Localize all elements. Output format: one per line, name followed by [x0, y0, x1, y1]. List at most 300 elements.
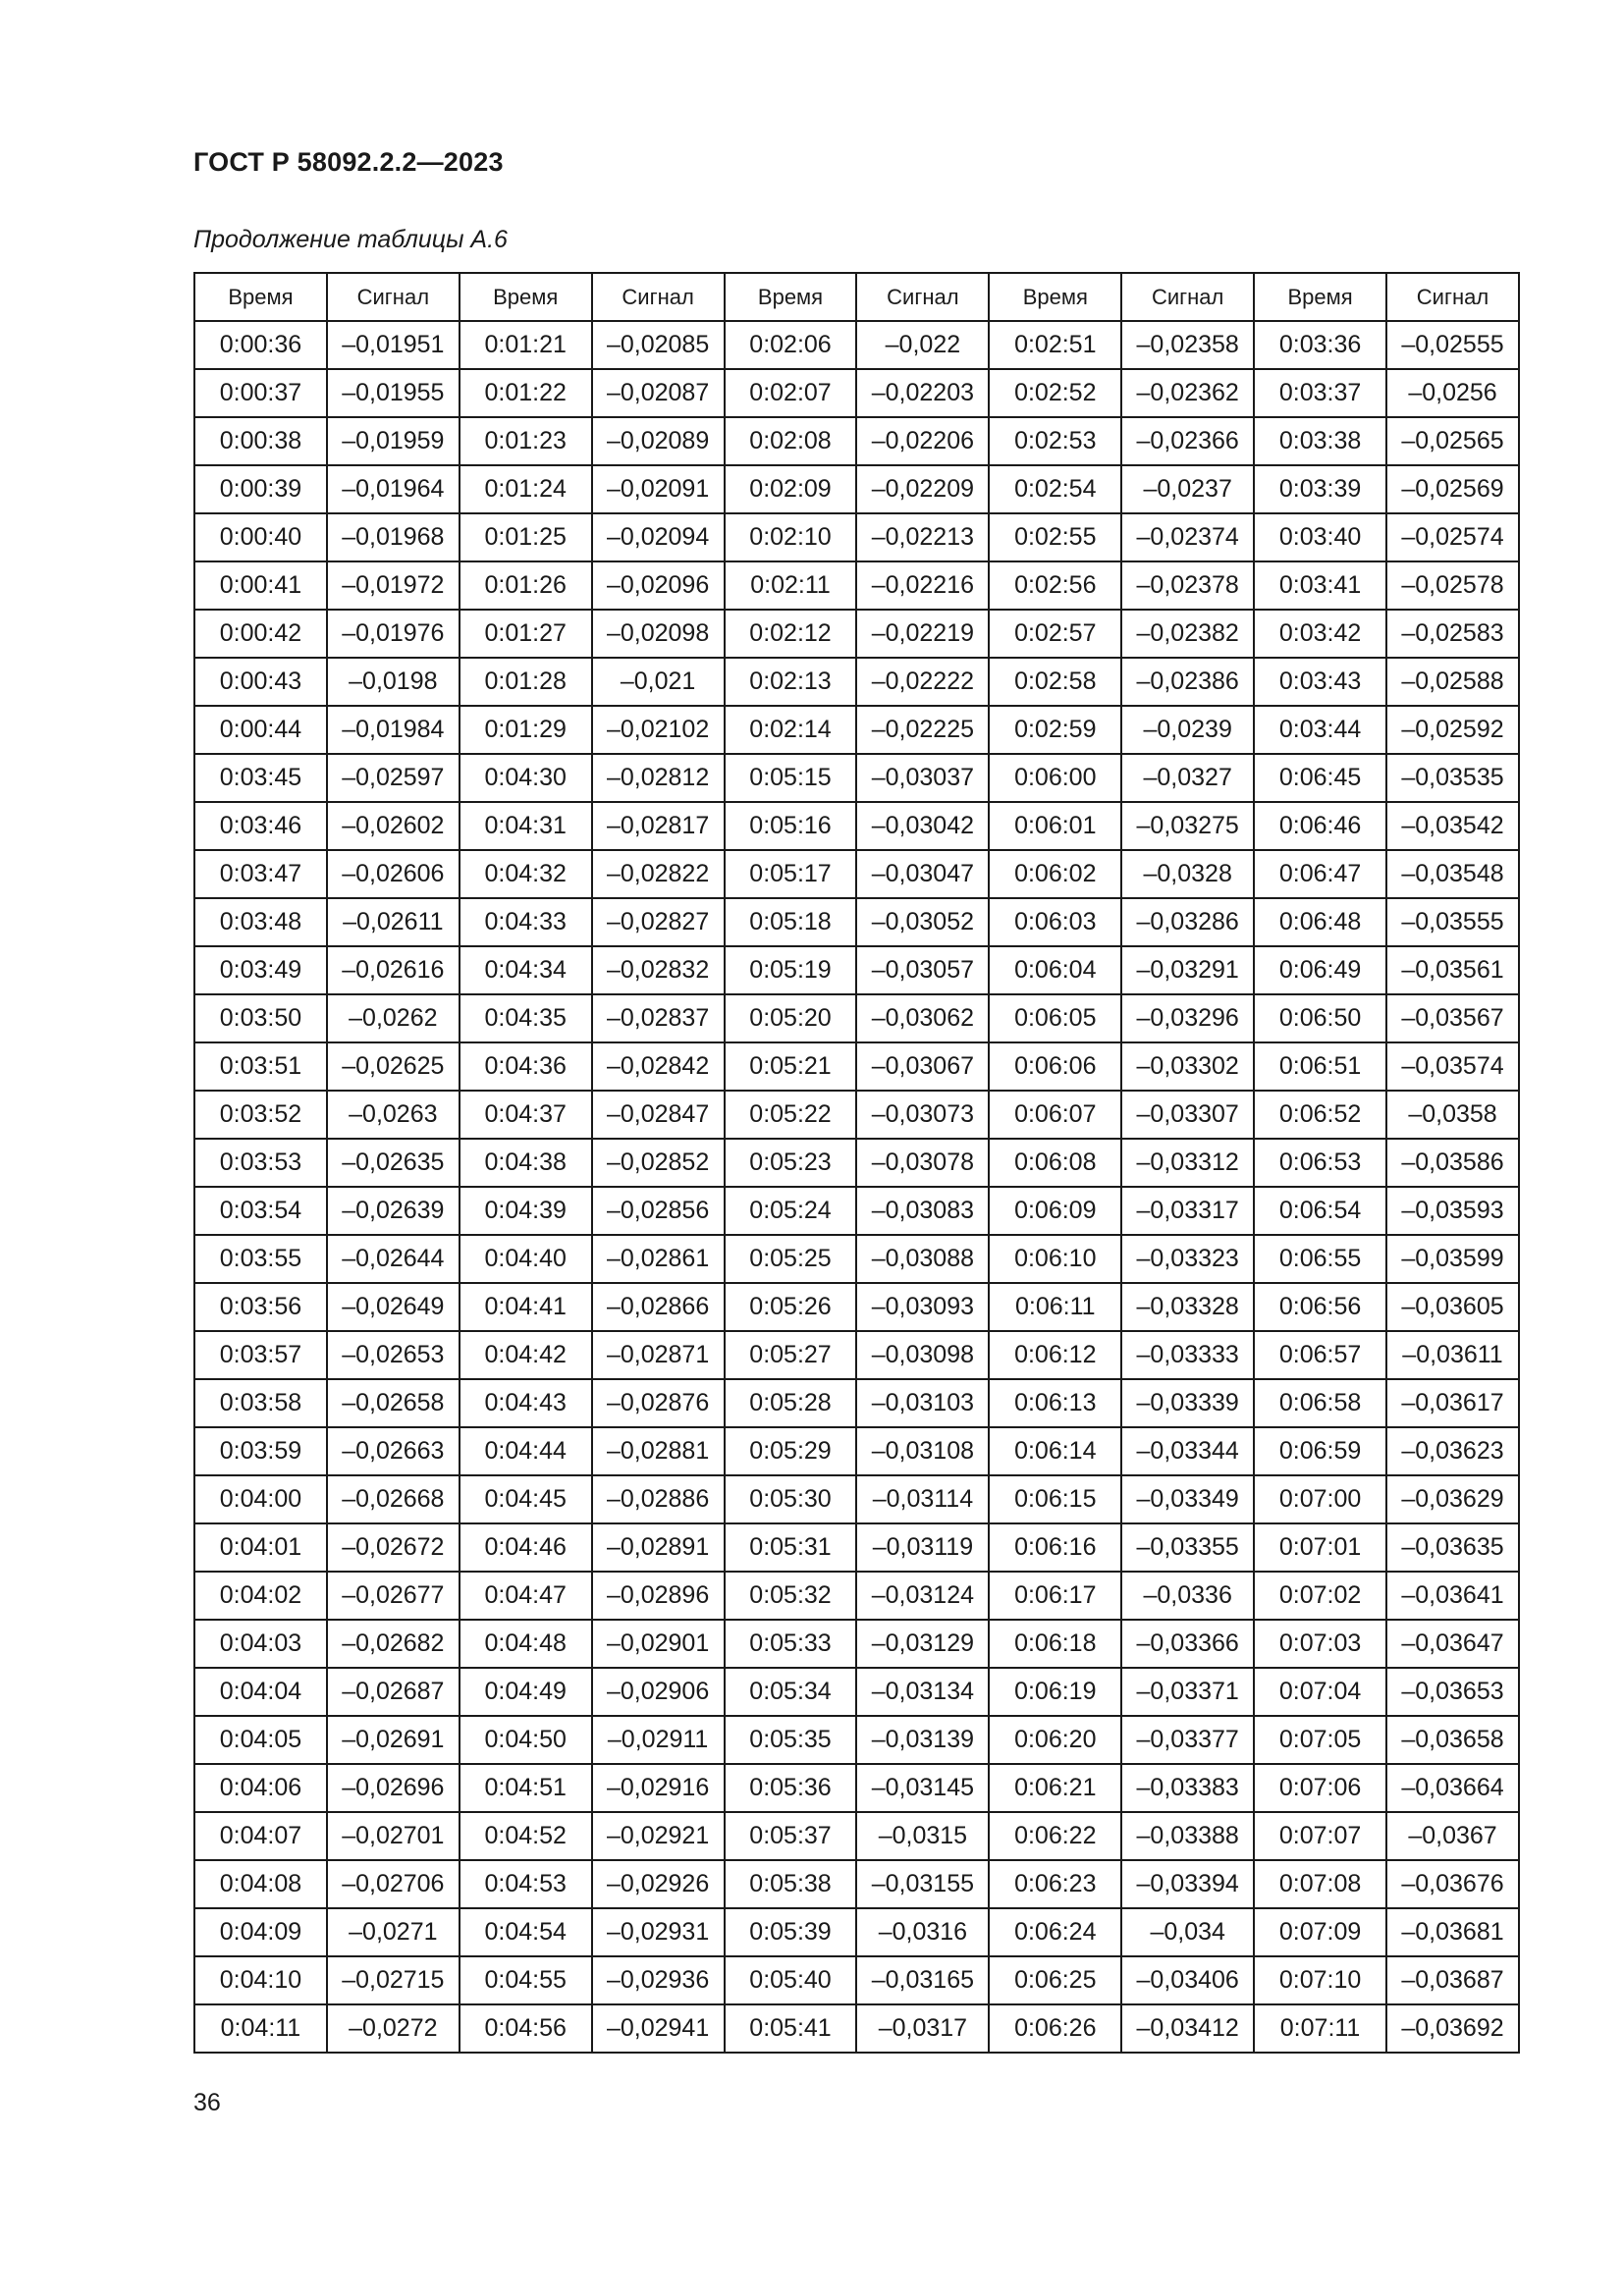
signal-cell: –0,021	[592, 658, 725, 706]
time-cell: 0:06:06	[989, 1042, 1121, 1091]
table-row	[194, 1812, 1519, 1860]
signal-cell: –0,03323	[1121, 1235, 1254, 1283]
signal-cell: –0,0328	[1121, 850, 1254, 898]
column-header: Время	[460, 273, 592, 321]
signal-cell: –0,03302	[1121, 1042, 1254, 1091]
signal-cell: –0,03114	[856, 1475, 989, 1523]
time-cell: 0:06:56	[1254, 1283, 1386, 1331]
signal-cell: –0,02866	[592, 1283, 725, 1331]
signal-cell: –0,0358	[1386, 1091, 1519, 1139]
table-row	[194, 706, 1519, 754]
time-cell: 0:05:23	[725, 1139, 857, 1187]
time-cell: 0:05:31	[725, 1523, 857, 1572]
signal-cell: –0,02649	[327, 1283, 460, 1331]
time-cell: 0:05:35	[725, 1716, 857, 1764]
time-cell: 0:05:26	[725, 1283, 857, 1331]
signal-cell: –0,02886	[592, 1475, 725, 1523]
data-table	[193, 272, 1520, 2054]
time-cell: 0:06:15	[989, 1475, 1121, 1523]
signal-cell: –0,03349	[1121, 1475, 1254, 1523]
time-cell: 0:03:56	[194, 1283, 327, 1331]
signal-cell: –0,02382	[1121, 610, 1254, 658]
time-cell: 0:05:41	[725, 2004, 857, 2053]
table-row	[194, 2004, 1519, 2053]
signal-cell: –0,03108	[856, 1427, 989, 1475]
time-cell: 0:04:32	[460, 850, 592, 898]
column-header: Время	[194, 273, 327, 321]
time-cell: 0:02:14	[725, 706, 857, 754]
time-cell: 0:02:57	[989, 610, 1121, 658]
column-header: Время	[725, 273, 857, 321]
signal-cell: –0,03561	[1386, 946, 1519, 994]
signal-cell: –0,0271	[327, 1908, 460, 1956]
signal-cell: –0,02891	[592, 1523, 725, 1572]
column-header: Сигнал	[856, 273, 989, 321]
time-cell: 0:01:22	[460, 369, 592, 417]
signal-cell: –0,0316	[856, 1908, 989, 1956]
time-cell: 0:06:17	[989, 1572, 1121, 1620]
signal-cell: –0,02209	[856, 465, 989, 513]
signal-cell: –0,01959	[327, 417, 460, 465]
table-row	[194, 1235, 1519, 1283]
signal-cell: –0,03394	[1121, 1860, 1254, 1908]
time-cell: 0:06:52	[1254, 1091, 1386, 1139]
signal-cell: –0,02213	[856, 513, 989, 561]
signal-cell: –0,02653	[327, 1331, 460, 1379]
time-cell: 0:02:12	[725, 610, 857, 658]
column-header: Сигнал	[327, 273, 460, 321]
signal-cell: –0,0336	[1121, 1572, 1254, 1620]
signal-cell: –0,01951	[327, 321, 460, 369]
time-cell: 0:01:27	[460, 610, 592, 658]
time-cell: 0:01:24	[460, 465, 592, 513]
signal-cell: –0,02677	[327, 1572, 460, 1620]
time-cell: 0:02:13	[725, 658, 857, 706]
signal-cell: –0,03139	[856, 1716, 989, 1764]
time-cell: 0:05:22	[725, 1091, 857, 1139]
time-cell: 0:06:23	[989, 1860, 1121, 1908]
signal-cell: –0,03291	[1121, 946, 1254, 994]
signal-cell: –0,02871	[592, 1331, 725, 1379]
signal-cell: –0,03653	[1386, 1668, 1519, 1716]
table-row	[194, 610, 1519, 658]
time-cell: 0:03:39	[1254, 465, 1386, 513]
time-cell: 0:01:23	[460, 417, 592, 465]
time-cell: 0:04:37	[460, 1091, 592, 1139]
time-cell: 0:07:03	[1254, 1620, 1386, 1668]
time-cell: 0:02:10	[725, 513, 857, 561]
time-cell: 0:06:05	[989, 994, 1121, 1042]
signal-cell: –0,02225	[856, 706, 989, 754]
table-row	[194, 369, 1519, 417]
time-cell: 0:07:08	[1254, 1860, 1386, 1908]
signal-cell: –0,02701	[327, 1812, 460, 1860]
signal-cell: –0,03275	[1121, 802, 1254, 850]
time-cell: 0:03:41	[1254, 561, 1386, 610]
time-cell: 0:06:16	[989, 1523, 1121, 1572]
signal-cell: –0,02206	[856, 417, 989, 465]
signal-cell: –0,03134	[856, 1668, 989, 1716]
time-cell: 0:02:54	[989, 465, 1121, 513]
time-cell: 0:06:54	[1254, 1187, 1386, 1235]
time-cell: 0:03:47	[194, 850, 327, 898]
table-row	[194, 994, 1519, 1042]
time-cell: 0:04:48	[460, 1620, 592, 1668]
time-cell: 0:03:45	[194, 754, 327, 802]
signal-cell: –0,03687	[1386, 1956, 1519, 2004]
signal-cell: –0,03623	[1386, 1427, 1519, 1475]
table-row	[194, 1908, 1519, 1956]
signal-cell: –0,03535	[1386, 754, 1519, 802]
signal-cell: –0,02089	[592, 417, 725, 465]
signal-cell: –0,02696	[327, 1764, 460, 1812]
time-cell: 0:04:49	[460, 1668, 592, 1716]
time-cell: 0:04:40	[460, 1235, 592, 1283]
time-cell: 0:04:53	[460, 1860, 592, 1908]
time-cell: 0:04:31	[460, 802, 592, 850]
time-cell: 0:05:33	[725, 1620, 857, 1668]
signal-cell: –0,02216	[856, 561, 989, 610]
time-cell: 0:06:10	[989, 1235, 1121, 1283]
time-cell: 0:03:37	[1254, 369, 1386, 417]
time-cell: 0:00:41	[194, 561, 327, 610]
time-cell: 0:02:06	[725, 321, 857, 369]
time-cell: 0:00:43	[194, 658, 327, 706]
time-cell: 0:05:28	[725, 1379, 857, 1427]
time-cell: 0:03:55	[194, 1235, 327, 1283]
signal-cell: –0,0239	[1121, 706, 1254, 754]
time-cell: 0:00:44	[194, 706, 327, 754]
table-row	[194, 465, 1519, 513]
signal-cell: –0,02386	[1121, 658, 1254, 706]
signal-cell: –0,03042	[856, 802, 989, 850]
time-cell: 0:04:04	[194, 1668, 327, 1716]
time-cell: 0:05:17	[725, 850, 857, 898]
time-cell: 0:05:15	[725, 754, 857, 802]
table-row	[194, 1139, 1519, 1187]
time-cell: 0:06:26	[989, 2004, 1121, 2053]
document-standard-title: ГОСТ Р 58092.2.2—2023	[193, 147, 504, 177]
time-cell: 0:06:45	[1254, 754, 1386, 802]
time-cell: 0:04:35	[460, 994, 592, 1042]
signal-cell: –0,03366	[1121, 1620, 1254, 1668]
signal-cell: –0,02611	[327, 898, 460, 946]
signal-cell: –0,02588	[1386, 658, 1519, 706]
signal-cell: –0,02094	[592, 513, 725, 561]
time-cell: 0:05:19	[725, 946, 857, 994]
signal-cell: –0,02358	[1121, 321, 1254, 369]
time-cell: 0:07:00	[1254, 1475, 1386, 1523]
table-row	[194, 417, 1519, 465]
time-cell: 0:03:54	[194, 1187, 327, 1235]
signal-cell: –0,03057	[856, 946, 989, 994]
time-cell: 0:04:41	[460, 1283, 592, 1331]
column-header: Время	[989, 273, 1121, 321]
signal-cell: –0,02861	[592, 1235, 725, 1283]
signal-cell: –0,02911	[592, 1716, 725, 1764]
signal-cell: –0,01976	[327, 610, 460, 658]
time-cell: 0:04:51	[460, 1764, 592, 1812]
signal-cell: –0,02687	[327, 1668, 460, 1716]
signal-cell: –0,02827	[592, 898, 725, 946]
time-cell: 0:04:46	[460, 1523, 592, 1572]
signal-cell: –0,02663	[327, 1427, 460, 1475]
time-cell: 0:02:59	[989, 706, 1121, 754]
signal-cell: –0,02639	[327, 1187, 460, 1235]
signal-cell: –0,02583	[1386, 610, 1519, 658]
time-cell: 0:07:06	[1254, 1764, 1386, 1812]
signal-cell: –0,02926	[592, 1860, 725, 1908]
signal-cell: –0,03611	[1386, 1331, 1519, 1379]
signal-cell: –0,02837	[592, 994, 725, 1042]
table-header-row	[194, 273, 1519, 321]
signal-cell: –0,0198	[327, 658, 460, 706]
signal-cell: –0,02578	[1386, 561, 1519, 610]
column-header: Сигнал	[1121, 273, 1254, 321]
signal-cell: –0,034	[1121, 1908, 1254, 1956]
time-cell: 0:00:37	[194, 369, 327, 417]
time-cell: 0:04:01	[194, 1523, 327, 1572]
signal-cell: –0,03286	[1121, 898, 1254, 946]
time-cell: 0:06:04	[989, 946, 1121, 994]
time-cell: 0:02:08	[725, 417, 857, 465]
time-cell: 0:00:36	[194, 321, 327, 369]
time-cell: 0:04:11	[194, 2004, 327, 2053]
signal-cell: –0,02625	[327, 1042, 460, 1091]
time-cell: 0:01:21	[460, 321, 592, 369]
signal-cell: –0,01972	[327, 561, 460, 610]
table-row	[194, 1475, 1519, 1523]
signal-cell: –0,02222	[856, 658, 989, 706]
time-cell: 0:04:02	[194, 1572, 327, 1620]
signal-cell: –0,03124	[856, 1572, 989, 1620]
signal-cell: –0,03692	[1386, 2004, 1519, 2053]
signal-cell: –0,02822	[592, 850, 725, 898]
signal-cell: –0,02096	[592, 561, 725, 610]
signal-cell: –0,03047	[856, 850, 989, 898]
table-row	[194, 1331, 1519, 1379]
time-cell: 0:06:49	[1254, 946, 1386, 994]
signal-cell: –0,03377	[1121, 1716, 1254, 1764]
signal-cell: –0,03567	[1386, 994, 1519, 1042]
time-cell: 0:07:07	[1254, 1812, 1386, 1860]
time-cell: 0:04:50	[460, 1716, 592, 1764]
table-row	[194, 1860, 1519, 1908]
table-row	[194, 1620, 1519, 1668]
signal-cell: –0,03548	[1386, 850, 1519, 898]
time-cell: 0:05:39	[725, 1908, 857, 1956]
time-cell: 0:05:21	[725, 1042, 857, 1091]
table-row	[194, 513, 1519, 561]
time-cell: 0:03:58	[194, 1379, 327, 1427]
signal-cell: –0,02362	[1121, 369, 1254, 417]
signal-cell: –0,03355	[1121, 1523, 1254, 1572]
table-row	[194, 946, 1519, 994]
signal-cell: –0,03641	[1386, 1572, 1519, 1620]
time-cell: 0:06:20	[989, 1716, 1121, 1764]
signal-cell: –0,02597	[327, 754, 460, 802]
signal-cell: –0,022	[856, 321, 989, 369]
table-row	[194, 1283, 1519, 1331]
time-cell: 0:00:40	[194, 513, 327, 561]
time-cell: 0:06:03	[989, 898, 1121, 946]
signal-cell: –0,02569	[1386, 465, 1519, 513]
time-cell: 0:07:11	[1254, 2004, 1386, 2053]
time-cell: 0:05:30	[725, 1475, 857, 1523]
table-caption: Продолжение таблицы А.6	[193, 226, 508, 253]
time-cell: 0:04:10	[194, 1956, 327, 2004]
time-cell: 0:03:49	[194, 946, 327, 994]
signal-cell: –0,02658	[327, 1379, 460, 1427]
signal-cell: –0,03676	[1386, 1860, 1519, 1908]
time-cell: 0:06:22	[989, 1812, 1121, 1860]
signal-cell: –0,02916	[592, 1764, 725, 1812]
signal-cell: –0,02087	[592, 369, 725, 417]
time-cell: 0:04:55	[460, 1956, 592, 2004]
table-row	[194, 1042, 1519, 1091]
time-cell: 0:06:19	[989, 1668, 1121, 1716]
signal-cell: –0,02812	[592, 754, 725, 802]
time-cell: 0:02:07	[725, 369, 857, 417]
signal-cell: –0,02606	[327, 850, 460, 898]
signal-cell: –0,02366	[1121, 417, 1254, 465]
time-cell: 0:06:46	[1254, 802, 1386, 850]
time-cell: 0:04:05	[194, 1716, 327, 1764]
column-header: Сигнал	[592, 273, 725, 321]
time-cell: 0:04:43	[460, 1379, 592, 1427]
signal-cell: –0,03593	[1386, 1187, 1519, 1235]
time-cell: 0:04:03	[194, 1620, 327, 1668]
time-cell: 0:04:06	[194, 1764, 327, 1812]
signal-cell: –0,02203	[856, 369, 989, 417]
signal-cell: –0,03145	[856, 1764, 989, 1812]
signal-cell: –0,03328	[1121, 1283, 1254, 1331]
signal-cell: –0,03412	[1121, 2004, 1254, 2053]
time-cell: 0:04:52	[460, 1812, 592, 1860]
column-header: Время	[1254, 273, 1386, 321]
time-cell: 0:07:02	[1254, 1572, 1386, 1620]
table-row	[194, 802, 1519, 850]
time-cell: 0:04:56	[460, 2004, 592, 2053]
time-cell: 0:04:08	[194, 1860, 327, 1908]
signal-cell: –0,02706	[327, 1860, 460, 1908]
signal-cell: –0,03617	[1386, 1379, 1519, 1427]
signal-cell: –0,01968	[327, 513, 460, 561]
signal-cell: –0,02852	[592, 1139, 725, 1187]
signal-cell: –0,02565	[1386, 417, 1519, 465]
signal-cell: –0,02102	[592, 706, 725, 754]
time-cell: 0:04:42	[460, 1331, 592, 1379]
signal-cell: –0,02842	[592, 1042, 725, 1091]
signal-cell: –0,03388	[1121, 1812, 1254, 1860]
signal-cell: –0,03088	[856, 1235, 989, 1283]
time-cell: 0:05:25	[725, 1235, 857, 1283]
signal-cell: –0,02832	[592, 946, 725, 994]
signal-cell: –0,02668	[327, 1475, 460, 1523]
time-cell: 0:03:44	[1254, 706, 1386, 754]
signal-cell: –0,02635	[327, 1139, 460, 1187]
time-cell: 0:06:48	[1254, 898, 1386, 946]
time-cell: 0:04:36	[460, 1042, 592, 1091]
signal-cell: –0,02602	[327, 802, 460, 850]
table-row	[194, 561, 1519, 610]
signal-cell: –0,03312	[1121, 1139, 1254, 1187]
time-cell: 0:03:52	[194, 1091, 327, 1139]
signal-cell: –0,02906	[592, 1668, 725, 1716]
table-row	[194, 1427, 1519, 1475]
time-cell: 0:05:18	[725, 898, 857, 946]
signal-cell: –0,02098	[592, 610, 725, 658]
time-cell: 0:00:42	[194, 610, 327, 658]
time-cell: 0:06:00	[989, 754, 1121, 802]
signal-cell: –0,03339	[1121, 1379, 1254, 1427]
time-cell: 0:00:38	[194, 417, 327, 465]
time-cell: 0:06:58	[1254, 1379, 1386, 1427]
time-cell: 0:06:13	[989, 1379, 1121, 1427]
time-cell: 0:00:39	[194, 465, 327, 513]
signal-cell: –0,03119	[856, 1523, 989, 1572]
time-cell: 0:03:50	[194, 994, 327, 1042]
time-cell: 0:05:40	[725, 1956, 857, 2004]
signal-cell: –0,03078	[856, 1139, 989, 1187]
signal-cell: –0,03605	[1386, 1283, 1519, 1331]
signal-cell: –0,03574	[1386, 1042, 1519, 1091]
time-cell: 0:03:38	[1254, 417, 1386, 465]
time-cell: 0:06:18	[989, 1620, 1121, 1668]
time-cell: 0:06:08	[989, 1139, 1121, 1187]
signal-cell: –0,03067	[856, 1042, 989, 1091]
time-cell: 0:06:53	[1254, 1139, 1386, 1187]
time-cell: 0:03:43	[1254, 658, 1386, 706]
table-row	[194, 754, 1519, 802]
signal-cell: –0,03307	[1121, 1091, 1254, 1139]
signal-cell: –0,0317	[856, 2004, 989, 2053]
signal-cell: –0,02817	[592, 802, 725, 850]
time-cell: 0:03:42	[1254, 610, 1386, 658]
signal-cell: –0,03129	[856, 1620, 989, 1668]
time-cell: 0:07:10	[1254, 1956, 1386, 2004]
signal-cell: –0,02682	[327, 1620, 460, 1668]
signal-cell: –0,0263	[327, 1091, 460, 1139]
time-cell: 0:05:38	[725, 1860, 857, 1908]
table-row	[194, 1716, 1519, 1764]
time-cell: 0:04:39	[460, 1187, 592, 1235]
signal-cell: –0,03296	[1121, 994, 1254, 1042]
time-cell: 0:04:47	[460, 1572, 592, 1620]
time-cell: 0:04:45	[460, 1475, 592, 1523]
signal-cell: –0,02856	[592, 1187, 725, 1235]
time-cell: 0:05:36	[725, 1764, 857, 1812]
signal-cell: –0,02374	[1121, 513, 1254, 561]
signal-cell: –0,03629	[1386, 1475, 1519, 1523]
time-cell: 0:06:21	[989, 1764, 1121, 1812]
time-cell: 0:03:46	[194, 802, 327, 850]
signal-cell: –0,03052	[856, 898, 989, 946]
time-cell: 0:06:57	[1254, 1331, 1386, 1379]
time-cell: 0:02:58	[989, 658, 1121, 706]
time-cell: 0:05:27	[725, 1331, 857, 1379]
time-cell: 0:07:09	[1254, 1908, 1386, 1956]
time-cell: 0:05:24	[725, 1187, 857, 1235]
time-cell: 0:04:54	[460, 1908, 592, 1956]
signal-cell: –0,03098	[856, 1331, 989, 1379]
column-header: Сигнал	[1386, 273, 1519, 321]
time-cell: 0:02:09	[725, 465, 857, 513]
signal-cell: –0,03406	[1121, 1956, 1254, 2004]
signal-cell: –0,01964	[327, 465, 460, 513]
signal-cell: –0,03103	[856, 1379, 989, 1427]
time-cell: 0:02:53	[989, 417, 1121, 465]
